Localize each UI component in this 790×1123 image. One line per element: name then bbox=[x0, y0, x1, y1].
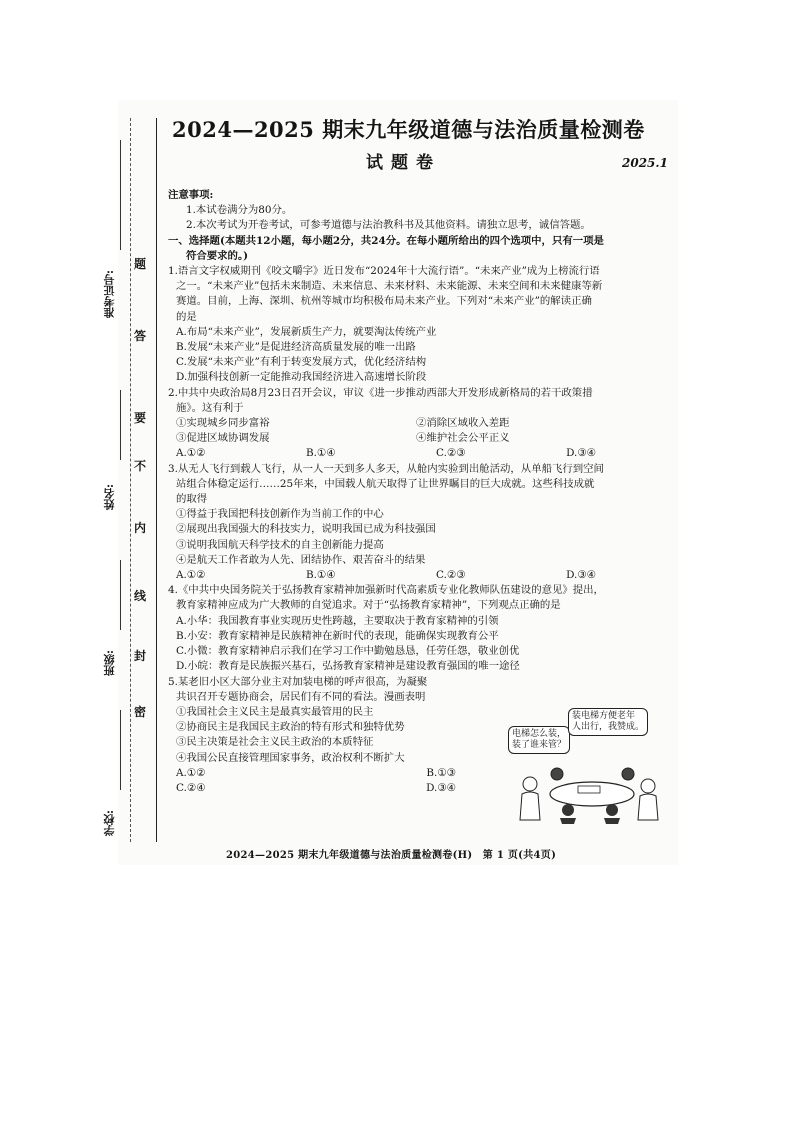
question-3-choices bbox=[168, 568, 596, 583]
question-4-option-a: A.小华：我国教育事业实现历史性跨越，主要取决于教育家精神的引领 bbox=[176, 614, 499, 627]
exam-date: 2025.1 bbox=[622, 156, 668, 170]
speech-bubble-left bbox=[508, 726, 570, 754]
question-3-item: ③说明我国航天科学技术的自主创新能力提高 bbox=[176, 538, 384, 551]
question-5-stem: 共识召开专题协商会，居民们有不同的看法。漫画表明 bbox=[176, 690, 426, 703]
question-3-stem: 站组合体稳定运行……25年来，中国载人航天取得了让世界瞩目的巨大成就。这些科技成就 bbox=[176, 477, 595, 490]
question-3-stem: 的取得 bbox=[176, 493, 208, 506]
seal-line bbox=[130, 118, 131, 842]
question-5-item: ②协商民主是我国民主政治的特有形式和独特优势 bbox=[176, 721, 405, 734]
question-2-item: ③促进区域协调发展 bbox=[176, 432, 270, 445]
bubble-text: 装电梯方便老年 bbox=[572, 711, 636, 721]
question-5-item: ④我国公民直接管理国家事务，政治权利不断扩大 bbox=[176, 751, 405, 764]
bubble-text: 电梯怎么装， bbox=[512, 729, 567, 739]
question-1-option-d: D.加强科技创新一定能推动我国经济进入高速增长阶段 bbox=[176, 371, 427, 384]
choice-d: D.③④ bbox=[426, 781, 456, 794]
choice-a: A.①② bbox=[176, 766, 206, 779]
seal-word: 不 bbox=[134, 459, 147, 473]
choice-c: C.②③ bbox=[436, 447, 466, 460]
question-5-cartoon bbox=[512, 711, 662, 824]
choice-d: D.③④ bbox=[566, 447, 596, 460]
seal-word: 答 bbox=[134, 329, 147, 343]
seal-word: 题 bbox=[134, 257, 147, 271]
question-1-option-a: A.布局“未来产业”，发展新质生产力，就要淘汰传统产业 bbox=[176, 325, 437, 338]
notice-item: 2.本次考试为开卷考试，可参考道德与法治教科书及其他资料。请独立思考，诚信答题。 bbox=[186, 219, 591, 232]
choice-a: A.①② bbox=[176, 569, 206, 582]
label-class: 班级: bbox=[103, 649, 116, 676]
binding-margin bbox=[118, 120, 158, 842]
question-5-item: ①我国社会主义民主是最真实最管用的民主 bbox=[176, 705, 374, 718]
question-3-item: ①得益于我国把科技创新作为当前工作的中心 bbox=[176, 508, 384, 521]
speech-bubble-right bbox=[568, 708, 648, 736]
exam-title: 2024—2025 期末九年级道德与法治质量检测卷 bbox=[172, 117, 645, 142]
choice-b: B.①④ bbox=[305, 447, 336, 460]
choice-d: D.③④ bbox=[566, 569, 596, 582]
notice-heading: 注意事项: bbox=[168, 189, 214, 201]
choice-c: C.②④ bbox=[176, 781, 206, 794]
section-heading-cont: 符合要求的。) bbox=[186, 249, 249, 262]
label-school: 学校: bbox=[103, 809, 116, 836]
question-4-option-b: B.小安：教育家精神是民族精神在新时代的表现，能确保实现教育公平 bbox=[176, 629, 499, 642]
seal-word: 线 bbox=[134, 589, 147, 603]
question-1-stem: 的是 bbox=[176, 310, 197, 323]
seal-word: 封 bbox=[134, 649, 147, 663]
label-name: 姓名: bbox=[103, 483, 116, 510]
question-2-item: ④维护社会公平正义 bbox=[416, 432, 510, 445]
question-2-items bbox=[168, 416, 668, 446]
fill-line-exam-number bbox=[120, 140, 121, 250]
choice-a: A.①② bbox=[176, 447, 206, 460]
question-1-option-b: B.发展“未来产业”是促进经济高质量发展的唯一出路 bbox=[176, 341, 416, 354]
seal-word: 内 bbox=[134, 521, 147, 535]
choice-c: C.②③ bbox=[436, 569, 466, 582]
question-2-item: ②消除区域收入差距 bbox=[416, 417, 510, 430]
question-1-stem: 1.语言文字权威期刊《咬文嚼字》近日发布“2024年十大流行语”。“未来产业”成为上榜流行语 bbox=[168, 265, 600, 278]
question-1-stem: 赛道。目前，上海、深圳、杭州等城市均积极布局未来产业。下列对“未来产业”的解读正确 bbox=[176, 295, 592, 308]
binding-line bbox=[156, 118, 157, 842]
question-2-stem: 施》。这有利于 bbox=[176, 401, 244, 414]
choice-b: B.①③ bbox=[426, 766, 456, 779]
choice-b: B.①④ bbox=[305, 569, 336, 582]
bubble-text: 人出行，我赞成。 bbox=[572, 722, 645, 732]
question-5-stem: 5.某老旧小区大部分业主对加装电梯的呼声很高，为凝聚 bbox=[168, 675, 428, 688]
question-5-choices-row1 bbox=[168, 766, 456, 781]
page-footer: 2024—2025 期末九年级道德与法治质量检测卷(H) 第 1 页(共4页) bbox=[226, 850, 557, 861]
notice-item: 1.本试卷满分为80分。 bbox=[186, 204, 293, 217]
question-5-choices-row2 bbox=[168, 781, 456, 796]
exam-body bbox=[168, 188, 668, 796]
question-2-item: ①实现城乡同步富裕 bbox=[176, 417, 270, 430]
seal-word: 密 bbox=[134, 705, 147, 719]
fill-line-name bbox=[120, 390, 121, 460]
question-4-stem: 4.《中共中央国务院关于弘扬教育家精神加强新时代高素质专业化教师队伍建设的意见》提出， bbox=[168, 584, 604, 597]
question-4-option-c: C.小微：教育家精神启示我们在学习工作中勤勉恳恳，任劳任怨，敬业创优 bbox=[176, 645, 520, 658]
question-4-stem: 教育家精神应成为广大教师的自觉追求。对于“弘扬教育家精神”，下列观点正确的是 bbox=[176, 599, 561, 612]
fill-line-class bbox=[120, 560, 121, 630]
bubble-text: 装了谁来管？ bbox=[512, 740, 567, 750]
label-exam-number: 准考证号: bbox=[103, 269, 116, 318]
seal-word: 要 bbox=[134, 411, 147, 425]
question-1-stem: 之一。“未来产业”包括未来制造、未来信息、未来材料、未来能源、未来空间和未来健康等新 bbox=[176, 280, 603, 293]
question-2-stem: 2.中共中央政治局8月23日召开会议，审议《进一步推动西部大开发形成新格局的若干政策措 bbox=[168, 386, 593, 399]
fill-line-school bbox=[120, 710, 121, 790]
question-3-stem: 3.从无人飞行到载人飞行，从一人一天到多人多天，从舱内实验到出舱活动，从单船飞行到空间 bbox=[168, 462, 604, 475]
question-1-option-c: C.发展“未来产业”有利于转变发展方式，优化经济结构 bbox=[176, 356, 427, 369]
question-3-item: ②展现出我国强大的科技实力，说明我国已成为科技强国 bbox=[176, 523, 436, 536]
section-heading: 一、选择题(本题共12小题，每小题2分，共24分。在每小题所给出的四个选项中，只有一项是 bbox=[168, 234, 604, 247]
exam-subtitle: 试题卷 bbox=[366, 153, 441, 173]
question-5-item: ③民主决策是社会主义民主政治的本质特征 bbox=[176, 736, 374, 749]
question-4-option-d: D.小皖：教育是民族振兴基石，弘扬教育家精神是建设教育强国的唯一途径 bbox=[176, 660, 520, 673]
question-2-choices bbox=[168, 446, 596, 461]
question-3-item: ④是航天工作者敢为人先、团结协作、艰苦奋斗的结果 bbox=[176, 553, 426, 566]
